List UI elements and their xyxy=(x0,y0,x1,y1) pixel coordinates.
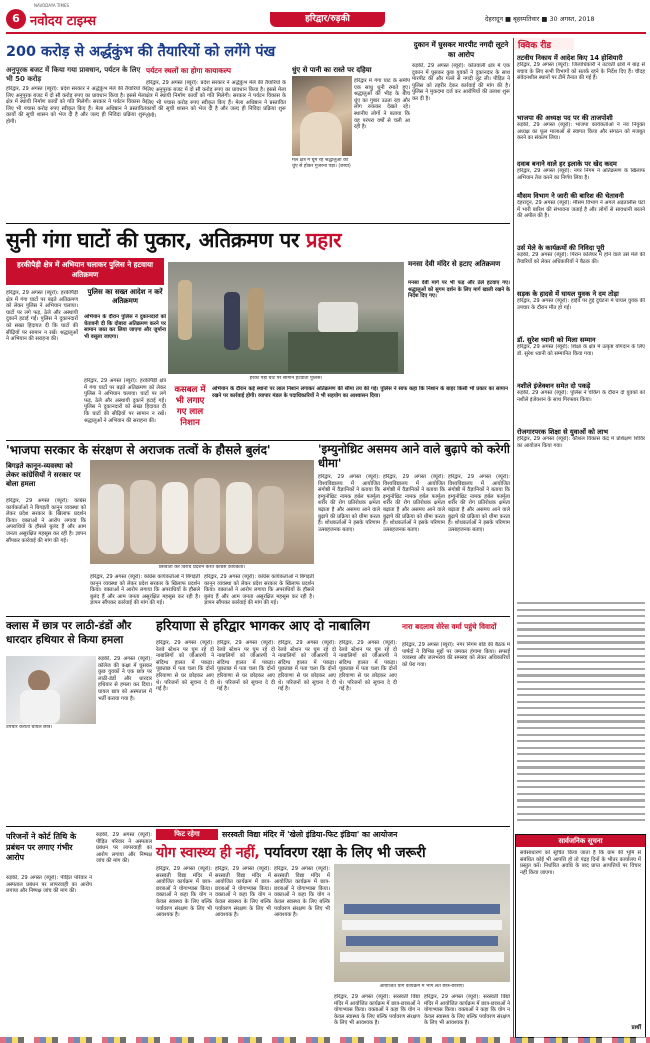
congress-photo xyxy=(90,460,314,564)
lead-body-col2: हरिद्वार, 29 अगस्त (ब्यूरो): प्रदेश सरकार ने अर्द्धकुंभ मेले की तैयारियों के लिए अनुपूरक बजट में दो सौ करोड़ रुपए का प्रावधान किया है। इससे मेला क्षेत्र में स्थायी निर्माण कार्यों को गति मिलेगी। सरकार ने पर्यटन विकास के लिए भी पचास करोड़ रुपए स्वीकृत किए हैं। मेला अधिष्ठान ने प्रस्तावित कार्यों की सूची शासन को भेज दी है और जल्द ही निविदा प्रक्रिया शुरू होगी। xyxy=(146,80,286,119)
quick-read-item: मौसम विभाग ने जारी की बारिश की चेतावनी देहरादून, 29 अगस्त (ब्यूरो): मौसम विभाग ने अगले अड़तालीस घंटों में भारी बारिश की संभावना जताई है और लोगों से सावधानी बरतने की अपील की है। xyxy=(517,192,645,220)
quick-read-item: उर्स मेले के कार्यक्रमों की निविदा पूरी रुड़की, 29 अगस्त (ब्यूरो): पिरान कलियर में होने वाले उर्स मेले की तैयारियों को लेकर अधिकारियों ने बैठक की। xyxy=(517,244,645,265)
quick-read-label: क्विक रीड xyxy=(514,38,574,50)
quick-read-item: दवाब बनाने वाले हर इलाके पर खेद कदम हरिद्वार, 29 अगस्त (ब्यूरो): नगर निगम ने अतिक्रमण के खिलाफ अभियान तेज करने का निर्णय लिया है। xyxy=(517,160,645,181)
rightcol-headline: नारा बदलाव सेरेस वर्मा पहुंचे विवादों xyxy=(402,622,497,631)
bjp-body-col2: हरिद्वार, 29 अगस्त (ब्यूरो): कांग्रेस कार्यकर्ताओं ने बिगड़ती कानून व्यवस्था को लेकर प्रदेश सरकार के खिलाफ प्रदर्शन किया। वक्ताओं ने आरोप लगाया कि अपराधियों के हौसले बुलंद हैं और आम जनता असुरक्षित महसूस कर रही है। ज्ञापन सौंपकर कार्रवाई की मांग की गई। xyxy=(90,574,200,607)
brand-tag: NAVODAYA TIMES xyxy=(34,3,70,8)
quick-read-item: तटवीय निकाय में आदेश किए 14 होशियारी हरिद्वार, 29 अगस्त (ब्यूरो): जिलाधिकारी ने तटवर्ती क्षेत्रों में बाढ़ से बचाव के लिए सभी विभागों को सतर्क रहने के निर्देश दिए हैं। चौदह संवेदनशील स्थानों पर टीमें तैनात की गई हैं। xyxy=(517,54,645,82)
page-number: 6 xyxy=(6,9,26,29)
brand-logo: नवोदय टाइम्स xyxy=(30,14,97,29)
immuno-headline: 'इम्युनोथ्रिट असमय आने वाले बुढ़ापे को करेगी धीमा' xyxy=(318,442,510,470)
yoga-caption: आयोजित योग कार्यक्रम में भाग लेते छात्र-छात्राएं। xyxy=(379,984,465,989)
yoga-body: हरिद्वार, 29 अगस्त (ब्यूरो): सरस्वती विद्या मंदिर में आयोजित कार्यक्रम में छात्र-छात्राओं ने योगाभ्यास किया। वक्ताओं ने कहा कि योग न केवल स्वास्थ्य के लिए बल्कि पर्यावरण संरक्षण के लिए भी आवश्यक है। xyxy=(156,866,212,919)
ganga-body: हरिद्वार, 29 अगस्त (ब्यूरो): हरकीपैड़ी क्षेत्र में गंगा घाटों पर बढ़ते अतिक्रमण को लेकर पुलिस ने अभियान चलाया। घाटों पर लगे फड़, ठेले और अस्थायी दुकानें हटाई गईं। पुलिस ने दुकानदारों को सख्त हिदायत दी कि घाटों की सीढ़ियों पर सामान न रखें। श्रद्धालुओं ने अभियान की सराहना की। xyxy=(6,290,78,343)
sadhu-photo xyxy=(292,76,352,156)
bjp-body-col3: हरिद्वार, 29 अगस्त (ब्यूरो): कांग्रेस कार्यकर्ताओं ने बिगड़ती कानून व्यवस्था को लेकर प्रदेश सरकार के खिलाफ प्रदर्शन किया। वक्ताओं ने आरोप लगाया कि अपराधियों के हौसले बुलंद हैं और आम जनता असुरक्षित महसूस कर रही है। ज्ञापन सौंपकर कार्रवाई की मांग की गई। xyxy=(204,574,314,607)
parivar-body: रुड़की, 29 अगस्त (ब्यूरो): पीड़ित परिवार ने अस्पताल प्रबंधन पर लापरवाही का आरोप लगाया और निष्पक्ष जांच की मांग की। xyxy=(6,875,92,895)
injured-caption: उपचार कराता घायल छात्र। xyxy=(6,725,53,730)
quick-read-item: डॉ. सुरेश ध्यानी को मिला सम्मान हरिद्वार, 29 अगस्त (ब्यूरो): शिक्षा के क्षेत्र में उत्कृष्ट योगदान के लिए डॉ. सुरेश ध्यानी को सम्मानित किया गया। xyxy=(517,336,645,357)
divider-lead xyxy=(6,223,510,224)
quick-read-item: भाजपा की अध्यक्ष पद पर की ताजपोशी रुड़की, 29 अगस्त (ब्यूरो): भाजपा कार्यकर्ताओं ने नव नियुक्त अध्यक्ष का फूल मालाओं से स्वागत किया और संगठन को मजबूत करने का संकल्प लिया। xyxy=(517,114,645,142)
bjp-subhead: बिगड़ते कानून-व्यवस्था को लेकर कांग्रेसियों ने सरकार पर बोला हमला xyxy=(6,462,81,488)
ganga-headline-text: सुनी गंगा घाटों की पुकार, अतिक्रमण पर xyxy=(6,228,306,252)
section-tab: हरिद्वार/रुड़की xyxy=(270,12,385,27)
beggar-caption: मेले क्षेत्र में घूम रहे श्रद्धालुओं को धुंए से होकर गुजरना पड़ा। (छाया) xyxy=(292,158,351,169)
class-headline: क्लास में छात्र पर लाठी-डंडों और धारदार हथियार से किया हमला xyxy=(6,620,132,646)
ganga-right-body: मनसा देवी मार्ग पर भी फड़ और ठेले हटवाए गए। श्रद्धालुओं को सुगम दर्शन के लिए मार्ग खाली रखने के निर्देश दिए गए। xyxy=(408,280,510,300)
beggar-body: हरिद्वार में गंगा घाट के समीप एक साधु धूनी रमाते हुए। श्रद्धालुओं की भीड़ के बीच धुंए का गुबार उठता रहा और लोग रुककर देखते रहे। स्थानीय लोगों ने बताया कि यह परंपरा वर्षों से चली आ रही है। xyxy=(354,78,410,131)
parivar-body-col2: रुड़की, 29 अगस्त (ब्यूरो): पीड़ित परिवार ने अस्पताल प्रबंधन पर लापरवाही का आरोप लगाया और निष्पक्ष जांच की मांग की। xyxy=(96,832,152,865)
class-body: रुड़की, 29 अगस्त (ब्यूरो): कॉलेज की कक्षा में घुसकर कुछ युवकों ने एक छात्र पर लाठी-डंडों और धारदार हथियार से हमला कर दिया। घायल छात्र को अस्पताल में भर्ती कराया गया है। xyxy=(98,656,152,702)
beggar-headline: धुंए से पानी का रास्ते पर दहिया xyxy=(292,66,372,74)
registration-marks xyxy=(0,1037,650,1043)
bjp-headline: 'भाजपा सरकार के संरक्षण से अराजक तत्वों के हौसले बुलंद' xyxy=(6,443,271,457)
masthead xyxy=(0,0,650,35)
notice-sign: प्रार्थी xyxy=(631,1025,641,1031)
yoga-headline-accent: योग स्वास्थ्य ही नहीं, xyxy=(156,845,260,861)
yoga-headline-text: पर्यावरण रक्षा के लिए भी जरूरी xyxy=(259,845,426,861)
divider-bjp xyxy=(6,616,510,617)
masthead-rule xyxy=(6,32,646,34)
yoga-banner: सरस्वती विद्या मंदिर में 'खेलो इंडिया-फिट इंडिया' का आयोजन xyxy=(222,830,398,839)
lead-subhead-2: पर्यटन स्थलों का होगा कायाकल्प xyxy=(146,66,231,75)
yoga-body-col5: हरिद्वार, 29 अगस्त (ब्यूरो): सरस्वती विद्या मंदिर में आयोजित कार्यक्रम में छात्र-छात्राओं ने योगाभ्यास किया। वक्ताओं ने कहा कि योग न केवल स्वास्थ्य के लिए बल्कि पर्यावरण संरक्षण के लिए भी आवश्यक है। xyxy=(424,994,510,1027)
topright-body: रुड़की, 29 अगस्त (ब्यूरो): कोतवाली क्षेत्र में एक दुकान में घुसकर कुछ युवकों ने दुकानदार के साथ मारपीट की और गल्ले से नगदी लूट ली। पीड़ित ने पुलिस को तहरीर देकर कार्रवाई की मांग की है। पुलिस ने मुकदमा दर्ज कर आरोपियों की तलाश शुरू कर दी है। xyxy=(412,63,510,102)
haryana-body-col2: हरिद्वार, 29 अगस्त (ब्यूरो): रेलवे स्टेशन पर घूम रहे दो नाबालिगों को जीआरपी ने संदिग्ध हालत में पकड़ा। पूछताछ में पता चला कि दोनों हरियाणा से घर छोड़कर आए थे। परिजनों को सूचना दे दी गई है। xyxy=(217,640,275,693)
dateline: देहरादून ■ बृहस्पतिवार ■ 30 अगस्त, 2018 xyxy=(485,15,595,23)
quick-read-list xyxy=(517,54,645,599)
haryana-headline: हरियाणा से हरिद्वार भागकर आए दो नाबालिग xyxy=(156,619,370,634)
divider-haryana xyxy=(6,826,510,827)
yoga-body-col4: हरिद्वार, 29 अगस्त (ब्यूरो): सरस्वती विद्या मंदिर में आयोजित कार्यक्रम में छात्र-छात्राओं ने योगाभ्यास किया। वक्ताओं ने कहा कि योग न केवल स्वास्थ्य के लिए बल्कि पर्यावरण संरक्षण के लिए भी आवश्यक है। xyxy=(334,994,420,1027)
ganga-headline-accent: प्रहार xyxy=(305,228,342,252)
immuno-body: हरिद्वार, 29 अगस्त (ब्यूरो): विश्वविद्यालय में आयोजित संगोष्ठी में वैज्ञानिकों ने बताया कि इम्युनोथ्रिट नामक हर्बल फार्मूला शरीर की रोग प्रतिरोधक क्षमता बढ़ाता है और असमय आने वाले बुढ़ापे की प्रक्रिया को धीमा करता है। शोधकर्ताओं ने इसके परिणाम उत्साहजनक बताए। xyxy=(318,474,380,533)
haryana-body: हरिद्वार, 29 अगस्त (ब्यूरो): रेलवे स्टेशन पर घूम रहे दो नाबालिगों को जीआरपी ने संदिग्ध हालत में पकड़ा। पूछताछ में पता चला कि दोनों हरियाणा से घर छोड़कर आए थे। परिजनों को सूचना दे दी गई है। xyxy=(156,640,214,693)
lead-headline: 200 करोड़ से अर्द्धकुंभ की तैयारियों को लगेंगे पंख xyxy=(6,44,276,60)
topright-headline: दुकान में घुसकर मारपीट नगदी लूटने का आरोप xyxy=(413,40,509,59)
ganga-kicker: हरकीपैड़ी क्षेत्र में अभियान चलाकर पुलिस ने हटवाया अतिक्रमण xyxy=(6,258,164,285)
notice-body: सर्वसाधारण को सूचित किया जाता है कि ग्राम की भूमि से संबंधित कोई भी आपत्ति हो तो पंद्रह दिनों के भीतर कार्यालय में प्रस्तुत करें। निर्धारित अवधि के बाद प्राप्त आपत्तियों पर विचार नहीं किया जाएगा। xyxy=(520,850,641,876)
bjp-body: हरिद्वार, 29 अगस्त (ब्यूरो): कांग्रेस कार्यकर्ताओं ने बिगड़ती कानून व्यवस्था को लेकर प्रदेश सरकार के खिलाफ प्रदर्शन किया। वक्ताओं ने आरोप लगाया कि अपराधियों के हौसले बुलंद हैं और आम जनता असुरक्षित महसूस कर रही है। ज्ञापन सौंपकर कार्रवाई की मांग की गई। xyxy=(6,498,86,544)
notice-box xyxy=(515,834,646,1038)
haryana-body-col4: हरिद्वार, 29 अगस्त (ब्यूरो): रेलवे स्टेशन पर घूम रहे दो नाबालिगों को जीआरपी ने संदिग्ध हालत में पकड़ा। पूछताछ में पता चला कि दोनों हरियाणा से घर छोड़कर आए थे। परिजनों को सूचना दे दी गई है। xyxy=(339,640,397,693)
quick-read-item: नशीले इंजेक्शन समेत दो पकड़े रुड़की, 29 अगस्त (ब्यूरो): पुलिस ने चेकिंग के दौरान दो युवकों को नशीले इंजेक्शन के साथ गिरफ्तार किया। xyxy=(517,382,645,403)
ganga-pullquote: कसबल में भी लगाए गए लाल निशान xyxy=(174,385,206,428)
haryana-body-col3: हरिद्वार, 29 अगस्त (ब्यूरो): रेलवे स्टेशन पर घूम रहे दो नाबालिगों को जीआरपी ने संदिग्ध हालत में पकड़ा। पूछताछ में पता चला कि दोनों हरियाणा से घर छोड़कर आए थे। परिजनों को सूचना दे दी गई है। xyxy=(278,640,336,693)
lead-body: हरिद्वार, 29 अगस्त (ब्यूरो): प्रदेश सरकार ने अर्द्धकुंभ मेले की तैयारियों के लिए अनुपूरक बजट में दो सौ करोड़ रुपए का प्रावधान किया है। इससे मेला क्षेत्र में स्थायी निर्माण कार्यों को गति मिलेगी। सरकार ने पर्यटन विकास के लिए भी पचास करोड़ रुपए स्वीकृत किए हैं। मेला अधिष्ठान ने प्रस्तावित कार्यों की सूची शासन को भेज दी है और जल्द ही निविदा प्रक्रिया शुरू होगी। xyxy=(6,86,146,125)
immuno-body-col2: हरिद्वार, 29 अगस्त (ब्यूरो): विश्वविद्यालय में आयोजित संगोष्ठी में वैज्ञानिकों ने बताया कि इम्युनोथ्रिट नामक हर्बल फार्मूला शरीर की रोग प्रतिरोधक क्षमता बढ़ाता है और असमय आने वाले बुढ़ापे की प्रक्रिया को धीमा करता है। शोधकर्ताओं ने इसके परिणाम उत्साहजनक बताए। xyxy=(383,474,445,533)
yoga-body-col2: हरिद्वार, 29 अगस्त (ब्यूरो): सरस्वती विद्या मंदिर में आयोजित कार्यक्रम में छात्र-छात्राओं ने योगाभ्यास किया। वक्ताओं ने कहा कि योग न केवल स्वास्थ्य के लिए बल्कि पर्यावरण संरक्षण के लिए भी आवश्यक है। xyxy=(215,866,271,919)
ghat-photo xyxy=(168,262,404,374)
ganga-body-col2: हरिद्वार, 29 अगस्त (ब्यूरो): हरकीपैड़ी क्षेत्र में गंगा घाटों पर बढ़ते अतिक्रमण को लेकर पुलिस ने अभियान चलाया। घाटों पर लगे फड़, ठेले और अस्थायी दुकानें हटाई गईं। पुलिस ने दुकानदारों को सख्त हिदायत दी कि घाटों की सीढ़ियों पर सामान न रखें। श्रद्धालुओं ने अभियान की सराहना की। xyxy=(84,378,166,424)
quick-read-item: रोजगारपरक शिक्षा से युवाओं को लाभ हरिद्वार, 29 अगस्त (ब्यूरो): कौशल विकास केंद्र में प्रशिक्षण शिविर का आयोजन किया गया। xyxy=(517,428,645,449)
ghat-caption: हरकी पैड़ी घाट पर सामान हटवाती पुलिस। xyxy=(249,376,323,381)
quick-read-item: सड़क के हादसे में घायल युवक ने दम तोड़ा हरिद्वार, 29 अगस्त (ब्यूरो): हाईवे पर हुई दुर्घटना में घायल युवक की उपचार के दौरान मौत हो गई। xyxy=(517,290,645,311)
ganga-box-body: अभियान के दौरान कई स्थानों पर लाल निशान लगाकर अतिक्रमण की सीमा तय की गई। पुलिस ने साफ कहा कि निशान के बाहर किसी भी प्रकार का सामान रखने पर कार्रवाई होगी। व्यापार मंडल के पदाधिकारियों ने भी सहयोग का आश्वासन दिया। xyxy=(212,386,508,399)
ganga-sidebar-head: पुलिस का सख्त आदेश न करें अतिक्रमण xyxy=(87,288,163,305)
rightcol-body: हरिद्वार, 29 अगस्त (ब्यूरो): नगर निगम बोर्ड की बैठक में पार्षदों ने विभिन्न मुद्दों पर जमकर हंगामा किया। सफाई व्यवस्था और जलभराव की समस्या को लेकर अधिकारियों को घेरा गया। xyxy=(402,642,510,668)
notice-label: सार्वजनिक सूचना xyxy=(516,835,645,847)
lead-subhead: अनुपूरक बजट में किया गया प्रावधान, पर्यटन के लिए भी 50 करोड़ xyxy=(6,66,141,83)
yoga-photo xyxy=(334,864,510,982)
injured-student-photo xyxy=(6,656,96,724)
yoga-headline xyxy=(156,843,512,862)
yoga-body-col3: हरिद्वार, 29 अगस्त (ब्यूरो): सरस्वती विद्या मंदिर में आयोजित कार्यक्रम में छात्र-छात्राओं ने योगाभ्यास किया। वक्ताओं ने कहा कि योग न केवल स्वास्थ्य के लिए बल्कि पर्यावरण संरक्षण के लिए भी आवश्यक है। xyxy=(274,866,330,919)
ganga-sidebar-body: अभियान के दौरान पुलिस ने दुकानदारों को चेतावनी दी कि दोबारा अतिक्रमण करने पर सामान जब्त कर लिया जाएगा और जुर्माना भी वसूला जाएगा। xyxy=(84,314,166,340)
quick-read-filler xyxy=(517,602,645,832)
ganga-headline xyxy=(6,226,511,254)
immuno-body-col3: हरिद्वार, 29 अगस्त (ब्यूरो): विश्वविद्यालय में आयोजित संगोष्ठी में वैज्ञानिकों ने बताया कि इम्युनोथ्रिट नामक हर्बल फार्मूला शरीर की रोग प्रतिरोधक क्षमता बढ़ाता है और असमय आने वाले बुढ़ापे की प्रक्रिया को धीमा करता है। शोधकर्ताओं ने इसके परिणाम उत्साहजनक बताए। xyxy=(448,474,510,533)
parivar-headline: परिजनों ने कोर्ट तिथि के प्रबंधन पर लगाए गंभीर आरोप xyxy=(6,832,77,862)
yoga-tag: फिट रहेगा xyxy=(156,829,218,840)
ganga-right-head: मनसा देवी मंदिर से हटाए अतिक्रमण xyxy=(408,260,501,268)
congress-caption: प्रेसवार्ता कर विरोध प्रदर्शन करते कांग्रेस कार्यकर्ता। xyxy=(158,565,246,570)
divider-ganga xyxy=(6,440,510,441)
